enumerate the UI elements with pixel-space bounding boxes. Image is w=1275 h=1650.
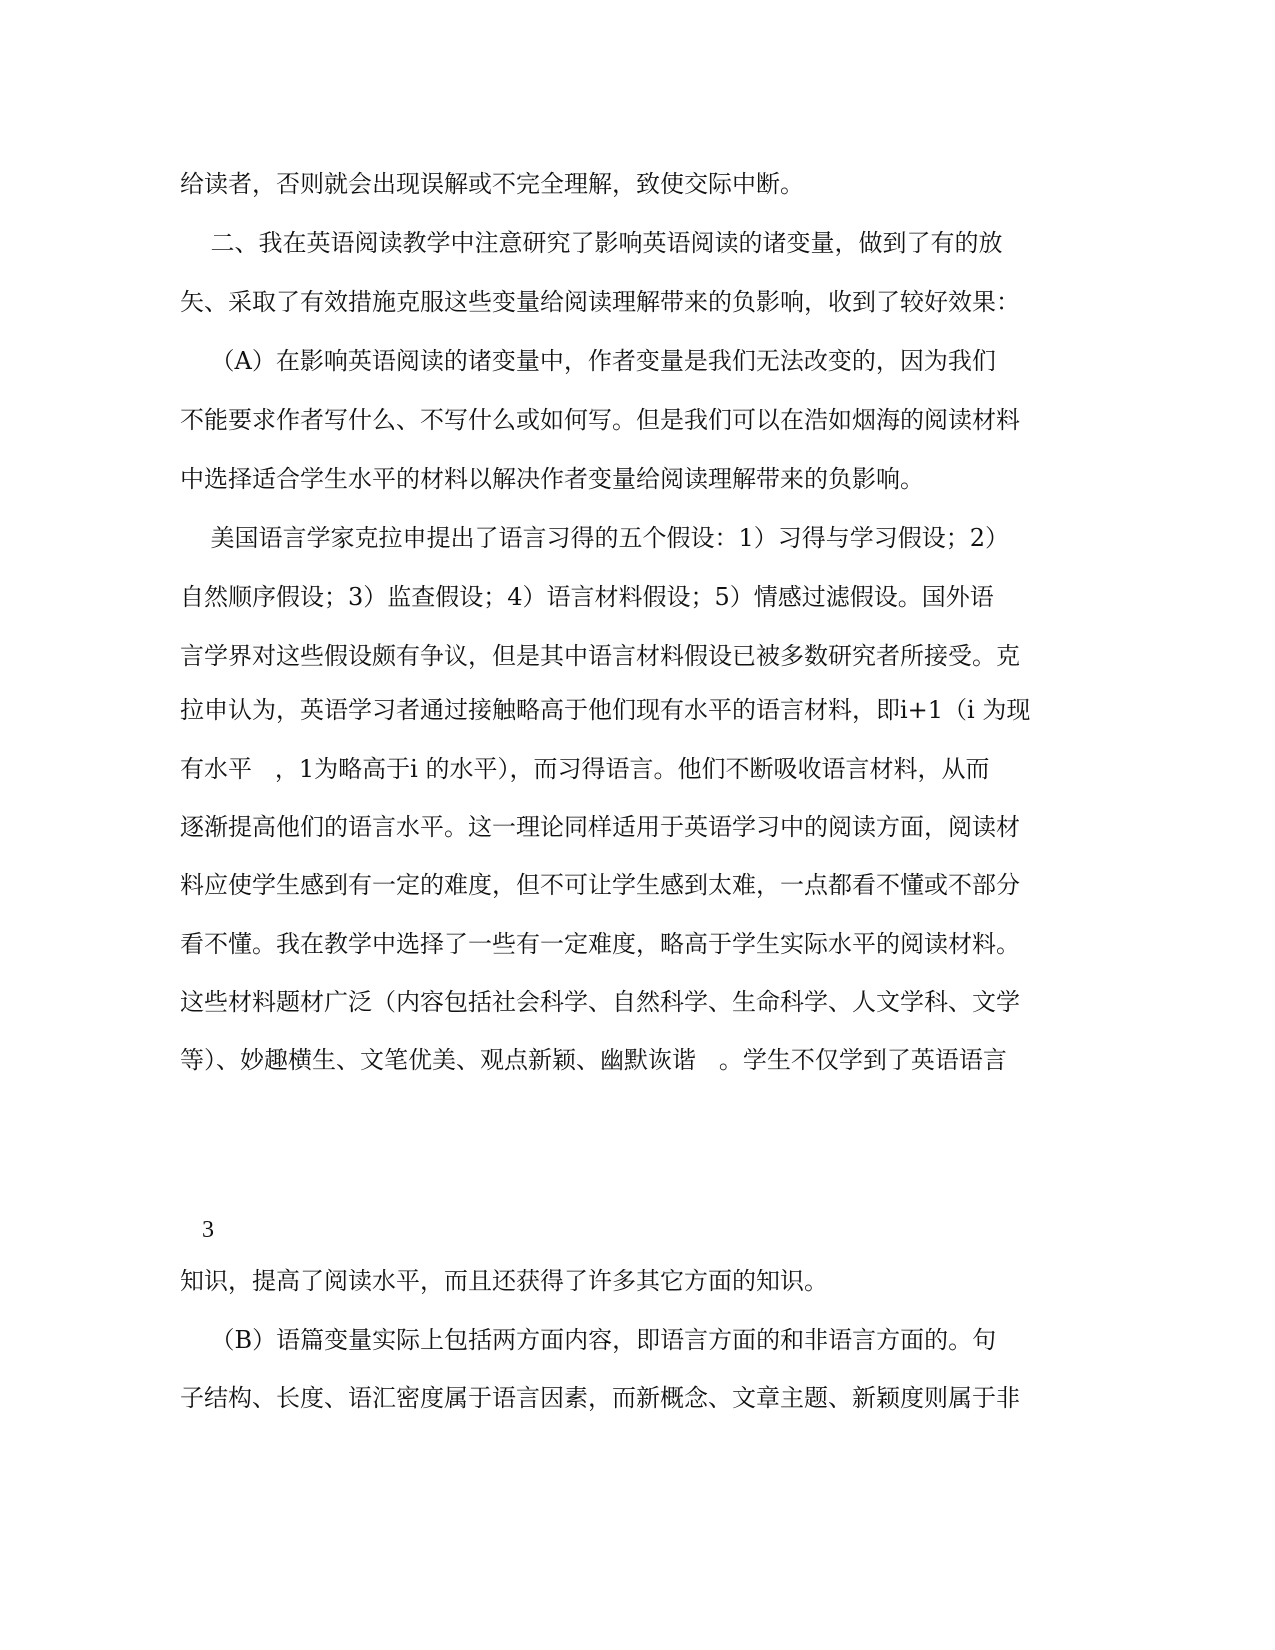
paragraph-line: 知识，提高了阅读水平，而且还获得了许多其它方面的知识。	[180, 1267, 828, 1295]
paragraph-line: （B）语篇变量实际上包括两方面内容，即语言方面的和非语言方面的。句	[180, 1326, 997, 1354]
paragraph-line: 料应使学生感到有一定的难度，但不可让学生感到太难，一点都看不懂或不部分	[180, 871, 1020, 899]
paragraph-line: 自然顺序假设；3）监查假设；4）语言材料假设；5）情感过滤假设。国外语	[180, 583, 994, 611]
paragraph-line: 这些材料题材广泛（内容包括社会科学、自然科学、生命科学、人文学科、文学	[180, 988, 1020, 1016]
paragraph-line: 逐渐提高他们的语言水平。这一理论同样适用于英语学习中的阅读方面，阅读材	[180, 813, 1020, 841]
paragraph-line: 子结构、长度、语汇密度属于语言因素，而新概念、文章主题、新颖度则属于非	[180, 1384, 1020, 1412]
paragraph-line: 美国语言学家克拉申提出了语言习得的五个假设：1）习得与学习假设；2）	[180, 524, 1010, 552]
page-number: 3	[202, 1217, 214, 1243]
paragraph-line: 矢、采取了有效措施克服这些变量给阅读理解带来的负影响，收到了较好效果：	[180, 288, 1020, 316]
paragraph-line: 拉申认为，英语学习者通过接触略高于他们现有水平的语言材料，即i+1（i 为现	[180, 696, 1031, 724]
paragraph-line: 等）、妙趣横生、文笔优美、观点新颖、幽默诙谐 。学生不仅学到了英语语言	[180, 1046, 1007, 1074]
paragraph-line: 看不懂。我在教学中选择了一些有一定难度，略高于学生实际水平的阅读材料。	[180, 930, 1020, 958]
paragraph-line: 中选择适合学生水平的材料以解决作者变量给阅读理解带来的负影响。	[180, 465, 924, 493]
paragraph-line: 二、我在英语阅读教学中注意研究了影响英语阅读的诸变量，做到了有的放	[180, 229, 1003, 257]
paragraph-line: （A）在影响英语阅读的诸变量中，作者变量是我们无法改变的，因为我们	[180, 347, 996, 375]
paragraph-line: 有水平 ，1为略高于i 的水平），而习得语言。他们不断吸收语言材料，从而	[180, 755, 990, 783]
paragraph-line: 言学界对这些假设颇有争议，但是其中语言材料假设已被多数研究者所接受。克	[180, 642, 1020, 670]
paragraph-line: 给读者，否则就会出现误解或不完全理解，致使交际中断。	[180, 170, 804, 198]
paragraph-line: 不能要求作者写什么、不写什么或如何写。但是我们可以在浩如烟海的阅读材料	[180, 406, 1020, 434]
